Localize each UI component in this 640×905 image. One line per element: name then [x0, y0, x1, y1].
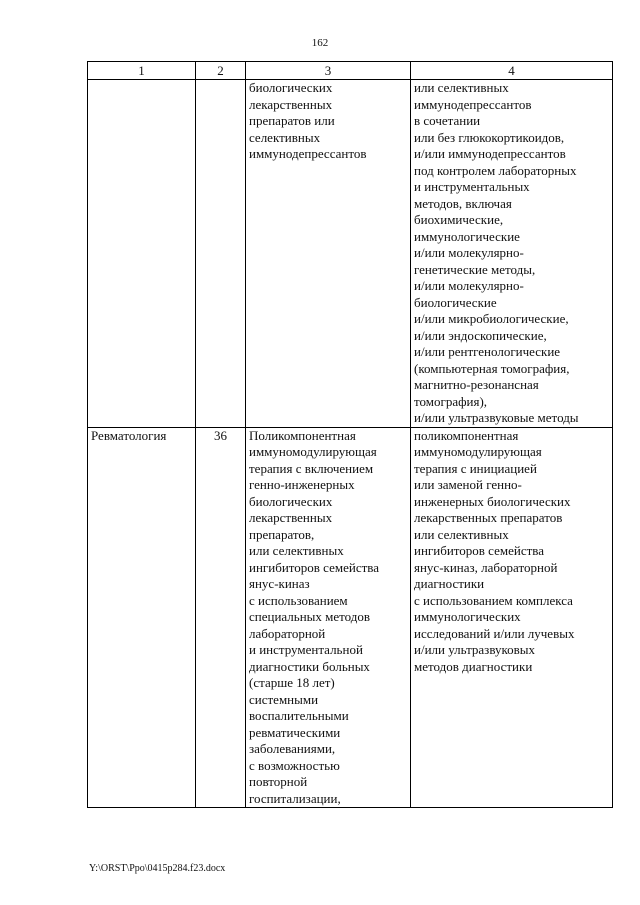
cell-text-line: и инструментальной — [249, 642, 363, 657]
cell-text-line: с возможностью — [249, 757, 340, 773]
cell-text-line: инженерных биологических — [414, 493, 571, 509]
cell-text-line: магнитно-резонансная — [414, 377, 539, 392]
cell-text-line: лекарственных — [249, 510, 333, 525]
cell-text-line: или селективных — [414, 80, 509, 95]
cell-text-line: и/или рентгенологические — [414, 344, 561, 359]
care-type-cell — [246, 427, 411, 808]
cell-text-line: методов, включая — [414, 195, 512, 211]
profile-cell — [88, 80, 196, 428]
group-number-cell: 36 — [196, 427, 246, 808]
cell-text-line: иммунодепрессантов — [414, 96, 532, 112]
cell-text-line: под контролем лабораторных — [414, 162, 577, 178]
table-row — [88, 427, 613, 808]
cell-text-line: селективных — [249, 129, 321, 145]
cell-text-line: генно-инженерных — [249, 477, 355, 492]
cell-text-line: томография), — [414, 393, 488, 409]
cell-text-line: системными — [249, 691, 319, 707]
cell-text-line: янус-киназ, лабораторной — [414, 559, 558, 575]
cell-text-line: (старше 18 лет) — [249, 675, 335, 690]
cell-text-line: повторной — [249, 774, 308, 789]
cell-text-line: иммунодепрессантов — [249, 146, 367, 161]
care-type-cell — [246, 80, 411, 428]
cell-text-line: ингибиторов семейства — [249, 559, 380, 575]
cell-text-line: лабораторной — [249, 625, 326, 641]
cell-text-line: терапия с инициацией — [414, 460, 537, 476]
treatment-method-cell — [411, 80, 613, 428]
cell-text-line: госпитализации, — [249, 790, 341, 806]
cell-text-line: воспалительными — [249, 708, 349, 723]
cell-text-line: и инструментальных — [414, 179, 530, 194]
cell-text-line: и/или молекулярно- — [414, 245, 524, 260]
cell-text-line: заболеваниями, — [249, 741, 336, 756]
column-header-2: 2 — [196, 62, 246, 80]
cell-text-line: или заменой генно- — [414, 477, 522, 492]
cell-text-line: или селективных — [249, 543, 344, 558]
cell-text-line: иммуномодулирующая — [414, 444, 542, 459]
cell-text-line: поликомпонентная — [414, 427, 519, 443]
cell-text-line: Поликомпонентная — [249, 427, 356, 443]
column-header-1: 1 — [88, 62, 196, 80]
page-number: 162 — [311, 37, 329, 49]
table-row — [88, 80, 613, 428]
cell-text-line: диагностики — [414, 576, 485, 591]
cell-text-line: и/или ультразвуковые методы — [414, 410, 579, 425]
cell-text-line: с использованием — [249, 592, 348, 608]
column-header-4: 4 — [411, 62, 613, 80]
cell-text-line: и/или эндоскопические, — [414, 327, 547, 343]
cell-text-line: с использованием комплекса — [414, 592, 573, 608]
file-path-footer: Y:\ORST\Ppo\0415p284.f23.docx — [89, 863, 226, 874]
cell-text-line: исследований и/или лучевых — [414, 625, 575, 641]
cell-text-line: биологические — [414, 294, 497, 310]
cell-text-line: диагностики больных — [249, 658, 370, 674]
group-number-cell — [196, 80, 246, 428]
cell-text-line: ингибиторов семейства — [414, 543, 545, 558]
cell-text-line: биологических — [249, 493, 333, 509]
cell-text-line: иммуномодулирующая — [249, 444, 377, 459]
cell-text-line: биологических — [249, 80, 333, 95]
cell-text-line: лекарственных препаратов — [414, 510, 563, 525]
cell-text-line: (компьютерная томография, — [414, 360, 570, 376]
cell-text-line: специальных методов — [249, 609, 371, 624]
cell-text-line: препаратов, — [249, 526, 315, 542]
cell-text-line: иммунологических — [414, 609, 521, 624]
cell-text-line: лекарственных — [249, 96, 333, 112]
profile-cell: Ревматология — [88, 427, 196, 808]
cell-text-line: в сочетании — [414, 113, 481, 128]
cell-text-line: или без глюкокортикоидов, — [414, 129, 565, 145]
cell-text-line: и/или ультразвуковых — [414, 642, 536, 657]
cell-text-line: иммунологические — [414, 228, 520, 244]
cell-text-line: или селективных — [414, 526, 509, 542]
cell-text-line: и/или микробиологические, — [414, 311, 569, 326]
cell-text-line: методов диагностики — [414, 658, 533, 674]
cell-text-line: генетические методы, — [414, 261, 536, 277]
cell-text-line: ревматическими — [249, 724, 341, 740]
cell-text-line: янус-киназ — [249, 576, 310, 591]
cell-text-line: терапия с включением — [249, 460, 374, 476]
cell-text-line: и/или иммунодепрессантов — [414, 146, 566, 161]
cell-text-line: и/или молекулярно- — [414, 278, 524, 293]
column-header-3: 3 — [246, 62, 411, 80]
header-row — [88, 62, 613, 80]
medical-care-table — [87, 61, 613, 808]
cell-text-line: препаратов или — [249, 113, 335, 128]
treatment-method-cell — [411, 427, 613, 808]
cell-text-line: биохимические, — [414, 212, 504, 227]
